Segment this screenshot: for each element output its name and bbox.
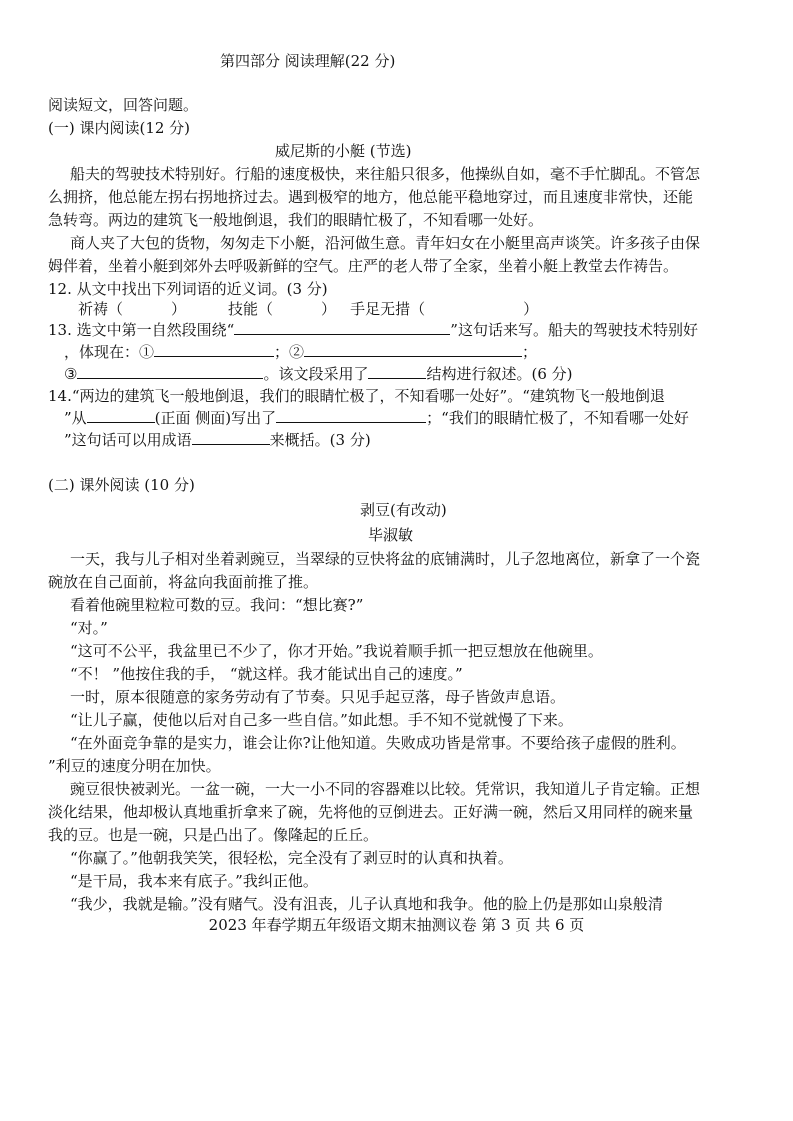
question-14-line1: 14.“两边的建筑飞一般地倒退，我们的眼睛忙极了，不知看哪一处好”。“建筑物飞一般地倒退 [48, 387, 665, 405]
answer-blank[interactable] [234, 320, 450, 335]
section2-author: 毕淑敏 [368, 526, 414, 544]
passage-line: “对。” [70, 619, 108, 637]
passage-line: 豌豆很快被剥光。一盆一碗，一大一小不同的容器难以比较。凭常识，我知道儿子肯定输。正想 [70, 780, 701, 798]
passage-line: “让儿子赢，使他以后对自己多一些自信。”如此想。手不知不觉就慢了下来。 [70, 711, 573, 729]
question-12-words: 祈祷（ ） 技能（ ） 手足无措（ ） [78, 300, 539, 318]
page-footer: 2023 年春学期五年级语文期末抽测议卷 第 3 页 共 6 页 [208, 916, 585, 934]
answer-blank[interactable] [192, 430, 270, 445]
passage-line: 我的豆。也是一碗，只是凸出了。像隆起的丘丘。 [48, 826, 379, 844]
passage-line: “不！ ”他按住我的手， “就这样。我才能试出自己的速度。” [70, 665, 463, 683]
passage-line: “你赢了。”他朝我笑笑，很轻松，完全没有了剥豆时的认真和执着。 [70, 849, 513, 867]
question-14-line3: ”这句话可以用成语 来概括。(3 分) [64, 431, 371, 449]
section1-heading: (一) 课内阅读(12 分) [48, 119, 191, 137]
answer-blank[interactable] [276, 408, 426, 423]
passage-line: 商人夹了大包的货物，匆匆走下小艇，沿河做生意。青年妇女在小艇里高声谈笑。许多孩子由保 [70, 234, 701, 252]
word-1: 祈祷（ [78, 300, 124, 318]
section1-title: 威尼斯的小艇 (节选) [275, 142, 412, 160]
question-14-line2: ”从 (正面 侧面)写出了 ；“我们的眼睛忙极了，不知看哪一处好 [64, 409, 689, 427]
part-title: 第四部分 阅读理解(22 分) [220, 52, 396, 70]
word-2: 技能（ [228, 300, 274, 318]
passage-line: ”利豆的速度分明在加快。 [48, 757, 221, 775]
answer-blank[interactable] [87, 408, 155, 423]
passage-line: 么拥挤，他总能左拐右拐地挤过去。遇到极窄的地方，他总能平稳地穿过，而且速度非常快，还能 [48, 188, 694, 206]
passage-line: 一天，我与儿子相对坐着剥豌豆，当翠绿的豆快将盆的底铺满时，儿子忽地离位，新拿了一个瓷 [70, 550, 701, 568]
section2-title: 剥豆(有改动) [360, 501, 447, 519]
answer-blank[interactable] [304, 342, 522, 357]
passage-line: 姆伴着，坐着小艇到郊外去呼吸新鲜的空气。庄严的老人带了全家，坐着小艇上教堂去作祷告。 [48, 257, 679, 275]
passage-line: 淡化结果，他却极认真地重折拿来了碗，先将他的豆倒进去。正好满一碗，然后又用同样的碗来量 [48, 803, 694, 821]
question-13-line2: ，体现在：① ；② ； [64, 343, 538, 361]
passage-line: 碗放在自己面前，将盆向我面前推了推。 [48, 573, 319, 591]
passage-line: 急转弯。两边的建筑飞一般地倒退，我们的眼睛忙极了，不知看哪一处好。 [48, 211, 544, 229]
passage-line: 一时，原本很随意的家务劳动有了节奏。只见手起豆落，母子皆敛声息语。 [70, 688, 566, 706]
section2-heading: (二) 课外阅读 (10 分) [48, 476, 195, 494]
answer-blank[interactable] [77, 364, 263, 379]
question-13-line3: ③ 。该文段采用了 结构进行叙述。(6 分) [64, 365, 573, 383]
answer-blank[interactable] [368, 364, 426, 379]
word-3: 手足无措（ [350, 300, 426, 318]
question-13-line1: 13. 选文中第一自然段围绕“ ”这句话来写。船夫的驾驶技术特别好 [48, 321, 698, 339]
passage-line: “我少，我就是输。”没有赌气。没有沮丧，儿子认真地和我争。他的脸上仍是那如山泉般清 [70, 895, 663, 913]
question-12-stem: 12. 从文中找出下列词语的近义词。(3 分) [48, 280, 328, 298]
instruction: 阅读短文，回答问题。 [48, 96, 199, 114]
answer-blank[interactable] [154, 342, 274, 357]
passage-line: 船夫的驾驶技术特别好。行船的速度极快，来往船只很多，他操纵自如，毫不手忙脚乱。不管怎 [70, 165, 701, 183]
passage-line: “这可不公平，我盆里已不少了，你才开始。”我说着顺手抓一把豆想放在他碗里。 [70, 642, 603, 660]
passage-line: “是干局，我本来有底子。”我纠正他。 [70, 872, 318, 890]
passage-line: “在外面竞争靠的是实力，谁会让你?让他知道。失败成功皆是常事。不要给孩子虚假的胜利。 [70, 734, 686, 752]
passage-line: 看着他碗里粒粒可数的豆。我问：“想比赛?” [70, 596, 364, 614]
